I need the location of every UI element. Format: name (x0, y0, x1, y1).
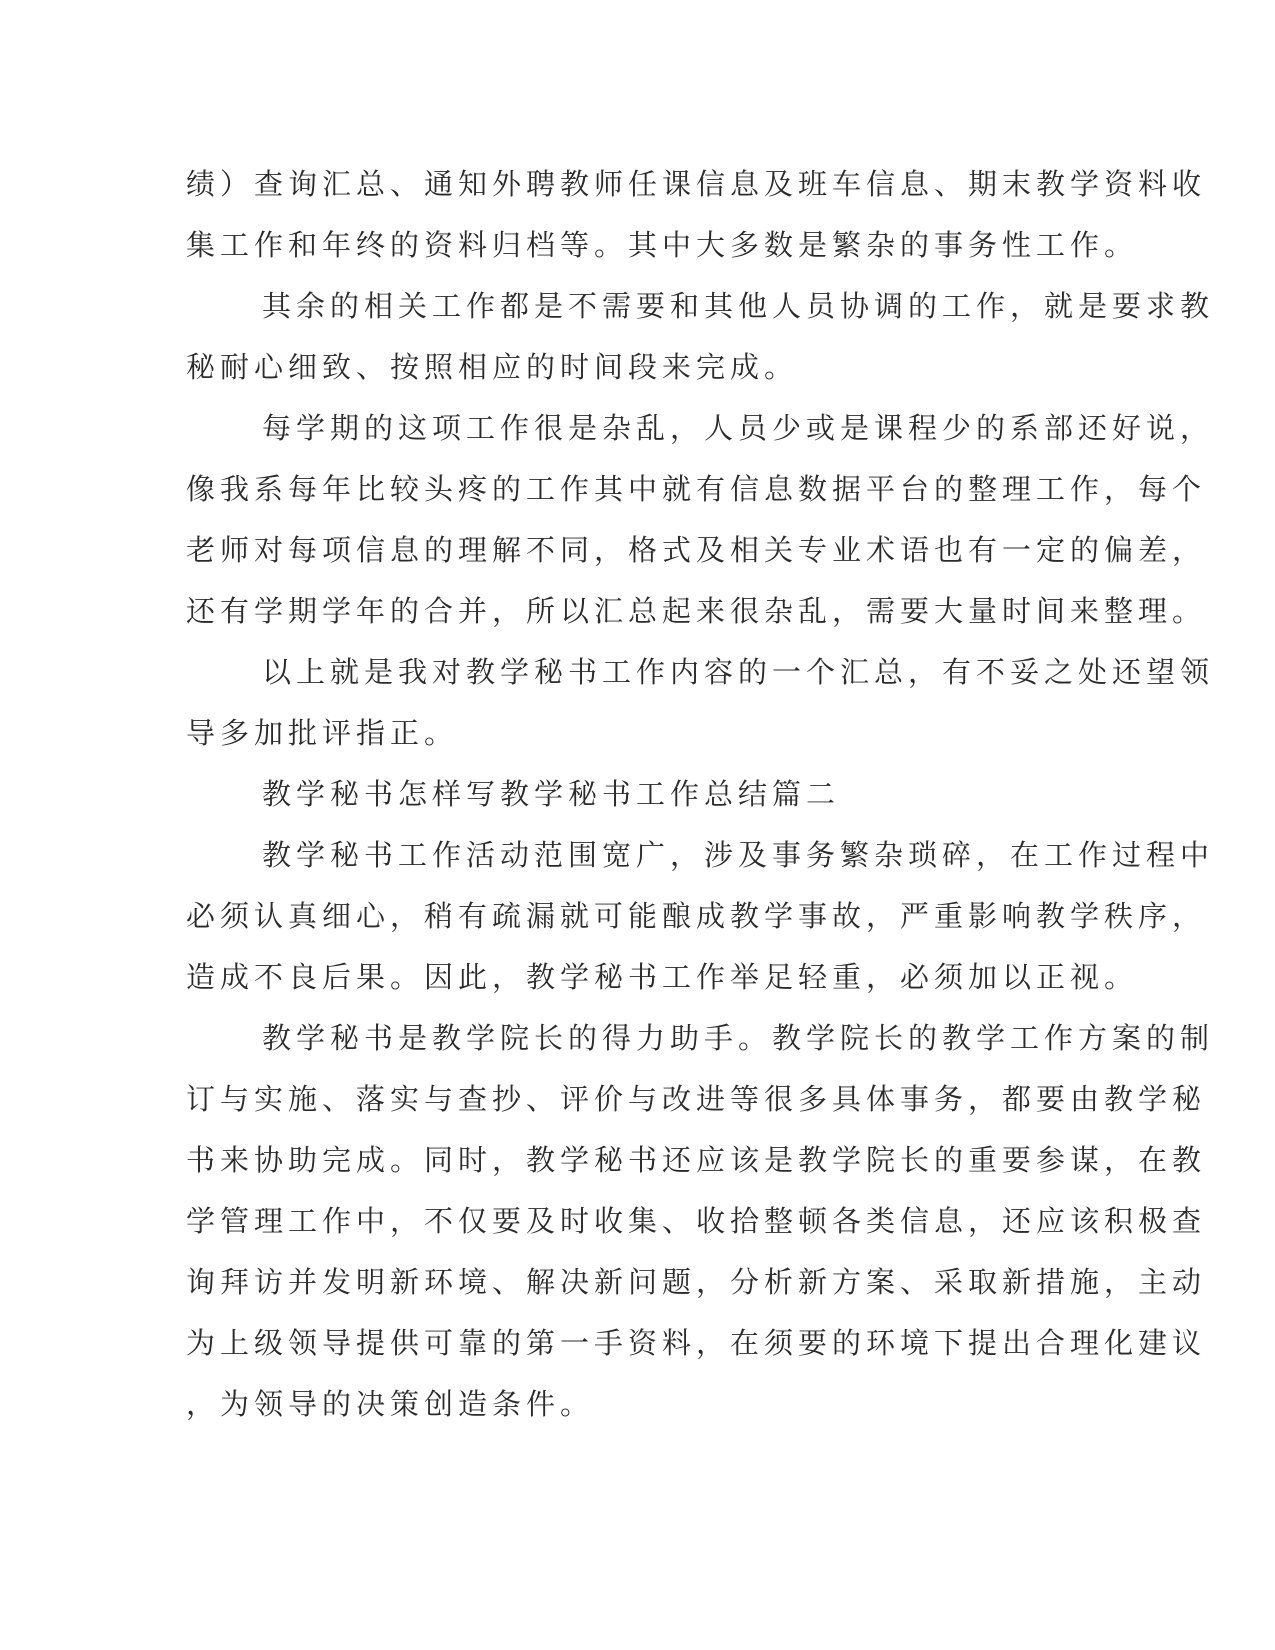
text-line: 教学秘书是教学院长的得力助手。教学院长的教学工作方案的制 (262, 1021, 1215, 1055)
text-line: 秘耐心细致、按照相应的时间段来完成。 (186, 350, 799, 384)
text-line: 集工作和年终的资料归档等。其中大多数是繁杂的事务性工作。 (186, 228, 1139, 262)
text-line: 教学秘书工作活动范围宽广，涉及事务繁杂琐碎，在工作过程中 (262, 838, 1215, 872)
text-line: 每学期的这项工作很是杂乱，人员少或是课程少的系部还好说， (262, 411, 1215, 445)
text-line: 询拜访并发明新环境、解决新问题，分析新方案、采取新措施，主动 (186, 1265, 1207, 1299)
document-body (186, 154, 1215, 1435)
text-line: 老师对每项信息的理解不同，格式及相关专业术语也有一定的偏差， (186, 533, 1207, 567)
section-heading: 教学秘书怎样写教学秘书工作总结篇二 (262, 777, 841, 811)
text-line: 订与实施、落实与查抄、评价与改进等很多具体事务，都要由教学秘 (186, 1082, 1207, 1116)
text-line: 绩）查询汇总、通知外聘教师任课信息及班车信息、期末教学资料收 (186, 167, 1207, 201)
text-line: 为上级领导提供可靠的第一手资料，在须要的环境下提出合理化建议 (186, 1326, 1207, 1360)
text-line: 还有学期学年的合并，所以汇总起来很杂乱，需要大量时间来整理。 (186, 594, 1207, 628)
text-line: 其余的相关工作都是不需要和其他人员协调的工作，就是要求教 (262, 289, 1215, 323)
text-line: 像我系每年比较头疼的工作其中就有信息数据平台的整理工作，每个 (186, 472, 1207, 506)
text-line: 必须认真细心，稍有疏漏就可能酿成教学事故，严重影响教学秩序， (186, 899, 1207, 933)
text-line: 书来协助完成。同时，教学秘书还应该是教学院长的重要参谋，在教 (186, 1143, 1207, 1177)
text-line: ，为领导的决策创造条件。 (186, 1387, 595, 1421)
text-line: 以上就是我对教学秘书工作内容的一个汇总，有不妥之处还望领 (262, 655, 1215, 689)
text-line: 导多加批评指正。 (186, 716, 459, 750)
text-line: 学管理工作中，不仅要及时收集、收拾整顿各类信息，还应该积极查 (186, 1204, 1207, 1238)
text-line: 造成不良后果。因此，教学秘书工作举足轻重，必须加以正视。 (186, 960, 1139, 994)
